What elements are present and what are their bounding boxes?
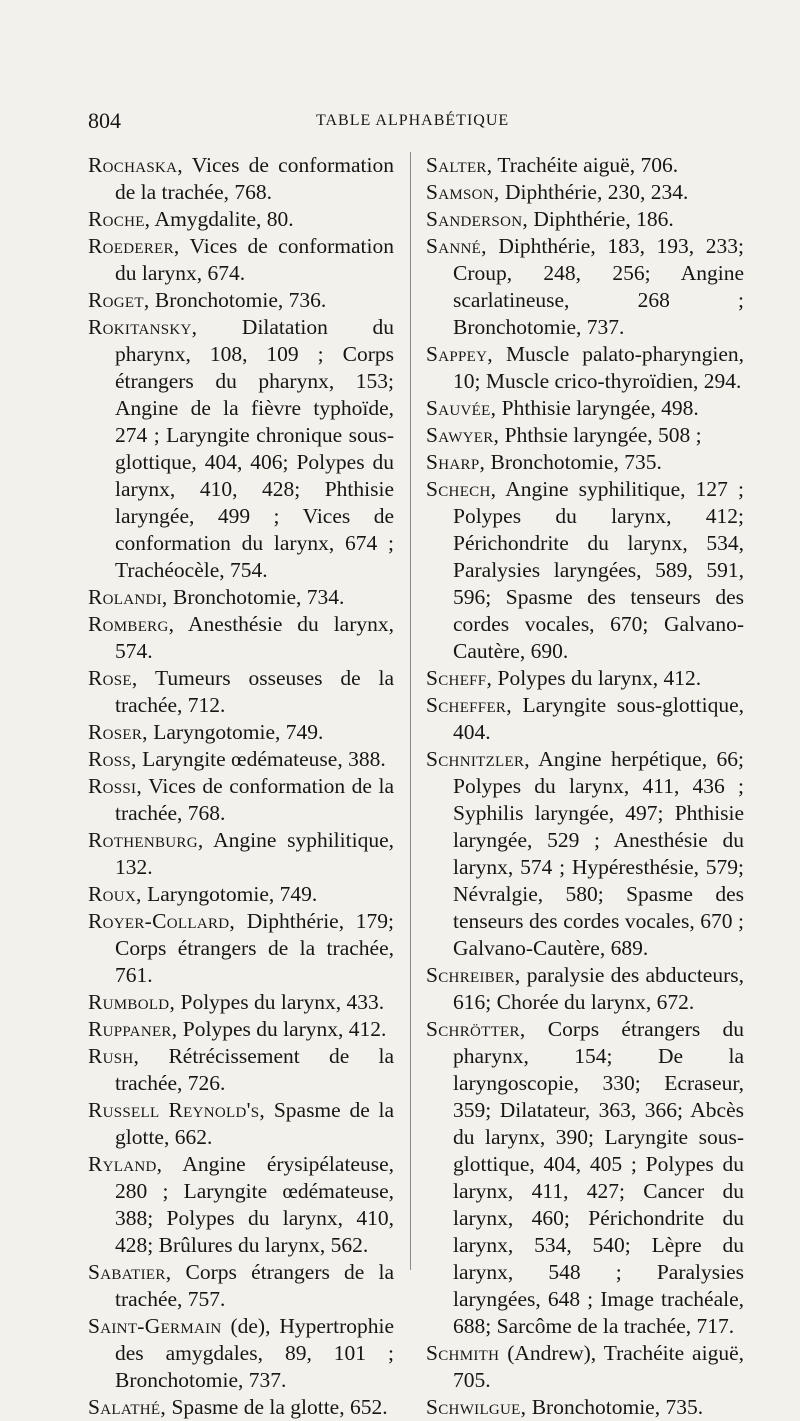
entry-text: Angine érysipélateuse, 280 ; Laryngite œdémateuse, 388; Polypes du larynx, 410, 428; Brûlures du larynx, 562.: [115, 1152, 394, 1257]
index-entry: [88, 1151, 394, 1259]
index-entry: [88, 1313, 394, 1394]
entry-text: Angine syphilitique, 127 ; Polypes du larynx, 412; Périchondrite du larynx, 534, Paralysies laryngées, 589, 591, 596; Spasme des tenseurs des cordes vocales, 670; Galvano-Cautère, 690.: [453, 477, 744, 663]
author-name: Schreiber,: [426, 963, 521, 987]
index-entry: [88, 1043, 394, 1097]
entry-text: (Andrew), Trachéite aiguë, 705.: [453, 1341, 744, 1392]
author-name: Roget,: [88, 288, 150, 312]
entry-text: Dilatation du pharynx, 108, 109 ; Corps étrangers du pharynx, 153; Angine de la fièvre typhoïde, 274 ; Laryngite chronique sous-glottique, 404, 406; Polypes du larynx, 410, 428; Phthisie laryngée, 499 ; Vices de conformation du larynx, 674 ; Trachéocèle, 754.: [115, 315, 394, 582]
author-name: Ryland,: [88, 1152, 163, 1176]
index-entry: [88, 908, 394, 989]
author-name: Scheff,: [426, 666, 493, 690]
page-header: [88, 108, 778, 138]
index-entry: [426, 1394, 744, 1421]
author-name: Scheffer,: [426, 693, 512, 717]
index-entry: [426, 179, 744, 206]
entry-text: Diphthérie, 183, 193, 233; Croup, 248, 256; Angine scarlatineuse, 268 ; Bronchotomie, 737.: [453, 234, 744, 339]
author-name: Romberg,: [88, 612, 175, 636]
author-name: Rossi,: [88, 774, 143, 798]
entry-text: Bronchotomie, 736.: [149, 288, 327, 312]
index-entry: [426, 422, 744, 449]
index-entry: [88, 206, 394, 233]
index-entry: [88, 665, 394, 719]
index-entry: [426, 341, 744, 395]
column-divider: [410, 152, 411, 1270]
index-entry: [88, 1259, 394, 1313]
index-entry: [88, 827, 394, 881]
entry-text: Polypes du larynx, 433.: [175, 990, 385, 1014]
index-entry: [88, 1016, 394, 1043]
index-entry: [426, 665, 744, 692]
entry-text: Bronchotomie, 735.: [526, 1395, 704, 1419]
index-entry: [88, 1394, 394, 1421]
entry-text: Spasme de la glotte, 652.: [166, 1395, 388, 1419]
index-entry: [88, 314, 394, 584]
index-entry: [88, 611, 394, 665]
index-entry: [88, 233, 394, 287]
index-entry: [426, 1016, 744, 1340]
running-title: TABLE ALPHABÉTIQUE: [316, 112, 510, 129]
author-name: Schech,: [426, 477, 497, 501]
author-name: Sanderson,: [426, 207, 529, 231]
entry-text: Diphthérie, 186.: [528, 207, 674, 231]
index-entry: [88, 287, 394, 314]
index-entry: [426, 1340, 744, 1394]
entry-text: Laryngite sous-glottique, 404.: [453, 693, 744, 744]
index-entry: [426, 206, 744, 233]
entry-text: Angine herpétique, 66; Polypes du larynx, 411, 436 ; Syphilis laryngée, 497; Phthisie laryngée, 529 ; Anesthésie du larynx, 574 ; Hypéresthésie, 579; Névralgie, 580; Spasme des tenseurs des cordes vocales, 670 ; Galvano-Cautère, 689.: [453, 747, 744, 960]
right-column: [426, 152, 744, 1421]
entry-text: (de), Hypertrophie des amygdales, 89, 101 ; Bronchotomie, 737.: [115, 1314, 394, 1392]
entry-text: Polypes du larynx, 412.: [177, 1017, 387, 1041]
index-entry: [88, 773, 394, 827]
author-name: Rose,: [88, 666, 138, 690]
author-name: Salter,: [426, 153, 493, 177]
index-entry: [88, 152, 394, 206]
entry-text: Tumeurs osseuses de la trachée, 712.: [115, 666, 394, 717]
index-entry: [88, 881, 394, 908]
index-entry: [88, 746, 394, 773]
entry-text: Vices de conformation de la trachée, 768.: [115, 153, 394, 204]
author-name: Sappey,: [426, 342, 493, 366]
author-name: Schwilgue,: [426, 1395, 527, 1419]
index-entry: [426, 233, 744, 341]
index-entry: [88, 584, 394, 611]
author-name: Saint-Germain: [88, 1314, 222, 1338]
left-column: [88, 152, 394, 1421]
author-name: Roser,: [88, 720, 148, 744]
author-name: Sabatier,: [88, 1260, 172, 1284]
page-number: 804: [88, 108, 121, 133]
author-name: Schnitzler,: [426, 747, 530, 771]
author-name: Roederer,: [88, 234, 180, 258]
index-entry: [426, 746, 744, 962]
entry-text: Muscle palato-pharyngien, 10; Muscle crico-thyroïdien, 294.: [453, 342, 744, 393]
author-name: Rokitansky,: [88, 315, 198, 339]
index-entry: [88, 719, 394, 746]
entry-text: Anesthésie du larynx, 574.: [115, 612, 394, 663]
index-entry: [426, 476, 744, 665]
author-name: Russell Reynold's,: [88, 1098, 266, 1122]
author-name: Ross,: [88, 747, 137, 771]
index-entry: [426, 962, 744, 1016]
entry-text: Vices de conformation de la trachée, 768.: [115, 774, 394, 825]
author-name: Ruppaner,: [88, 1017, 178, 1041]
entry-text: Vices de conformation du larynx, 674.: [115, 234, 394, 285]
author-name: Roux,: [88, 882, 142, 906]
author-name: Sawyer,: [426, 423, 500, 447]
author-name: Rumbold,: [88, 990, 176, 1014]
author-name: Sharp,: [426, 450, 486, 474]
author-name: Rush,: [88, 1044, 140, 1068]
author-name: Schrötter,: [426, 1017, 526, 1041]
author-name: Roche,: [88, 207, 151, 231]
entry-text: Polypes du larynx, 412.: [492, 666, 702, 690]
author-name: Schmith: [426, 1341, 500, 1365]
entry-text: paralysie des abducteurs, 616; Chorée du larynx, 672.: [453, 963, 744, 1014]
author-name: Sanné,: [426, 234, 487, 258]
entry-text: Rétrécissement de la trachée, 726.: [115, 1044, 394, 1095]
author-name: Royer-Collard,: [88, 909, 236, 933]
entry-text: Corps étrangers de la trachée, 757.: [115, 1260, 394, 1311]
author-name: Sauvée,: [426, 396, 497, 420]
author-name: Rolandi,: [88, 585, 168, 609]
entry-text: Laryngite œdémateuse, 388.: [136, 747, 386, 771]
entry-text: Amygdalite, 80.: [150, 207, 294, 231]
entry-text: Bronchotomie, 735.: [485, 450, 662, 474]
index-entry: [426, 449, 744, 476]
index-entry: [88, 989, 394, 1016]
author-name: Salathé,: [88, 1395, 167, 1419]
author-name: Rochaska,: [88, 153, 183, 177]
index-entry: [426, 692, 744, 746]
entry-text: Spasme de la glotte, 662.: [115, 1098, 394, 1149]
entry-text: Diphthérie, 230, 234.: [499, 180, 689, 204]
entry-text: Angine syphilitique, 132.: [115, 828, 394, 879]
entry-text: Trachéite aiguë, 706.: [492, 153, 679, 177]
index-entry: [426, 152, 744, 179]
author-name: Rothenburg,: [88, 828, 204, 852]
entry-text: Laryngotomie, 749.: [141, 882, 318, 906]
entry-text: Bronchotomie, 734.: [167, 585, 345, 609]
index-entry: [88, 1097, 394, 1151]
index-entry: [426, 395, 744, 422]
author-name: Samson,: [426, 180, 500, 204]
entry-text: Diphthérie, 179; Corps étrangers de la trachée, 761.: [115, 909, 394, 987]
entry-text: Corps étrangers du pharynx, 154; De la laryngoscopie, 330; Ecraseur, 359; Dilatateur, 363, 366; Abcès du larynx, 390; Laryngite sous-glottique, 404, 405 ; Polypes du larynx, 411, 427; Cancer du larynx, 460; Périchondrite du larynx, 534, 540; Lèpre du larynx, 548 ; Paralysies laryngées, 648 ; Image trachéale, 688; Sarcôme de la trachée, 717.: [453, 1017, 744, 1338]
entry-text: Laryngotomie, 749.: [147, 720, 324, 744]
entry-text: Phthisie laryngée, 498.: [496, 396, 699, 420]
entry-text: Phthsie laryngée, 508 ;: [499, 423, 702, 447]
